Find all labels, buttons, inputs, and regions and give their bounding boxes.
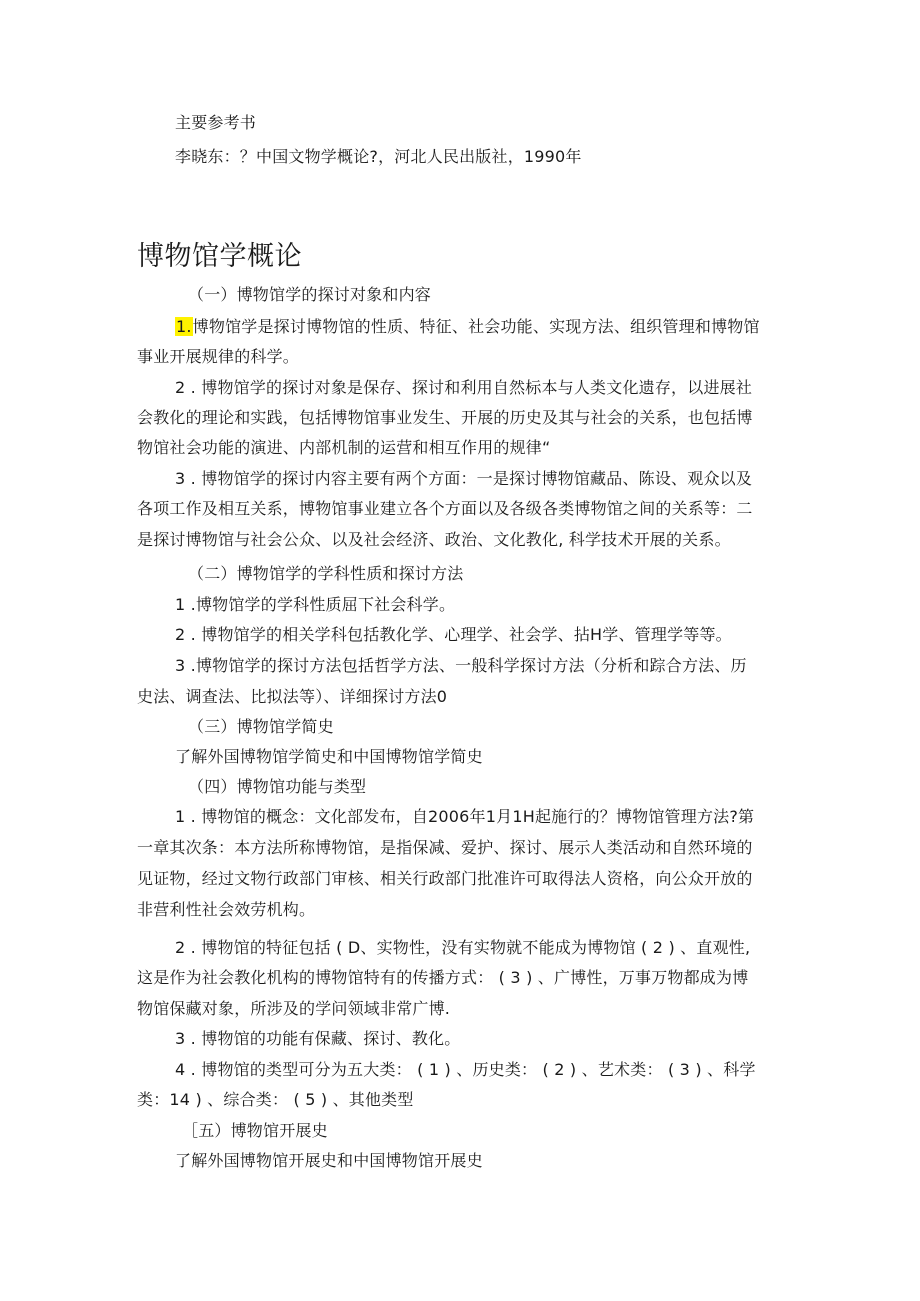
paragraph-line: 4 . 博物馆的类型可分为五大类： ( 1 ) 、历史类： ( 2 ) 、艺术类： ( 3 ) 、科学 [175, 1060, 756, 1079]
paragraph-line: 2 . 博物馆学的探讨对象是保存、探讨和利用自然标本与人类文化遗存，以进展社 [175, 378, 753, 397]
paragraph-line: 物馆社会功能的演进、内部机制的运营和相互作用的规律“ [137, 438, 551, 457]
paragraph-line: 是探讨博物馆与社会公众、以及社会经济、政治、文化教化, 科学技术开展的关系。 [137, 530, 731, 549]
paragraph-line: 各项工作及相互关系，博物馆事业建立各个方面以及各级各类博物馆之间的关系等：二 [137, 499, 753, 518]
page-title: 博物馆学概论 [137, 241, 302, 272]
paragraph-line: 事业开展规律的科学。 [137, 347, 300, 366]
section-heading-1: （一）博物馆学的探讨对象和内容 [188, 285, 432, 304]
section-heading-4: （四）博物馆功能与类型 [188, 777, 367, 796]
section-heading-5: ［五）博物馆开展史 [182, 1121, 328, 1140]
paragraph-line: 3 .博物馆学的探讨方法包括哲学方法、一般科学探讨方法（分析和踪合方法、历 [175, 656, 747, 675]
paragraph-line: 3 . 博物馆的功能有保藏、探讨、教化。 [175, 1029, 461, 1048]
paragraph-line: 类：14 ) 、综合类： ( 5 ) 、其他类型 [137, 1090, 414, 1109]
paragraph-line: 这是作为社会教化机构的博物馆特有的传播方式： ( 3 ) 、广博性，万事万物都成为博 [137, 968, 749, 987]
paragraph-line: 3 . 博物馆学的探讨内容主要有两个方面：一是探讨博物馆藏品、陈设、观众以及 [175, 469, 753, 488]
paragraph-line: 2 . 博物馆的特征包括 ( D、实物性，没有实物就不能成为博物馆 ( 2 ) 、直观性, [175, 938, 751, 957]
paragraph-line: 物馆保藏对象，所涉及的学问领域非常广博. [137, 999, 451, 1018]
references-heading: 主要参考书 [175, 113, 257, 132]
paragraph-line: 一章其次条：本方法所称博物馆，是指保减、爱护、探讨、展示人类活动和自然环境的 [137, 838, 753, 857]
paragraph-line: 见证物，经过文物行政部门审核、相关行政部门批准许可取得法人资格，向公众开放的 [137, 869, 753, 888]
section-heading-2: （二）博物馆学的学科性质和探讨方法 [188, 564, 464, 583]
paragraph-line: 1 . 博物馆的概念：文化部发布，自2006年1月1H起施行的？博物馆管理方法?第 [175, 807, 755, 826]
paragraph-text: 博物馆学是探讨博物馆的性质、特征、社会功能、实现方法、组织管理和博物馆 [192, 317, 760, 336]
paragraph-line: 2 . 博物馆学的相关学科包括教化学、心理学、社会学、拈H学、管理学等等。 [175, 625, 732, 644]
reference-item: 李晓东：？中国文物学概论?，河北人民出版社，1990年 [175, 147, 582, 166]
paragraph-line: 了解外国博物馆学简史和中国博物馆学简史 [175, 747, 483, 766]
paragraph-line: 了解外国博物馆开展史和中国博物馆开展史 [175, 1151, 483, 1170]
paragraph-line: 1 .博物馆学的学科性质屈下社会科学。 [175, 595, 456, 614]
highlighted-number: 1. [176, 317, 192, 336]
section-heading-3: （三）博物馆学简史 [188, 717, 334, 736]
paragraph-line: 会教化的理论和实践，包括博物馆事业发生、开展的历史及其与社会的关系，也包括博 [137, 408, 753, 427]
paragraph-line: 史法、调查法、比拟法等）、详细探讨方法0 [137, 687, 448, 706]
paragraph-line: 非营利性社会效劳机构。 [137, 900, 316, 919]
paragraph-line [175, 316, 760, 338]
